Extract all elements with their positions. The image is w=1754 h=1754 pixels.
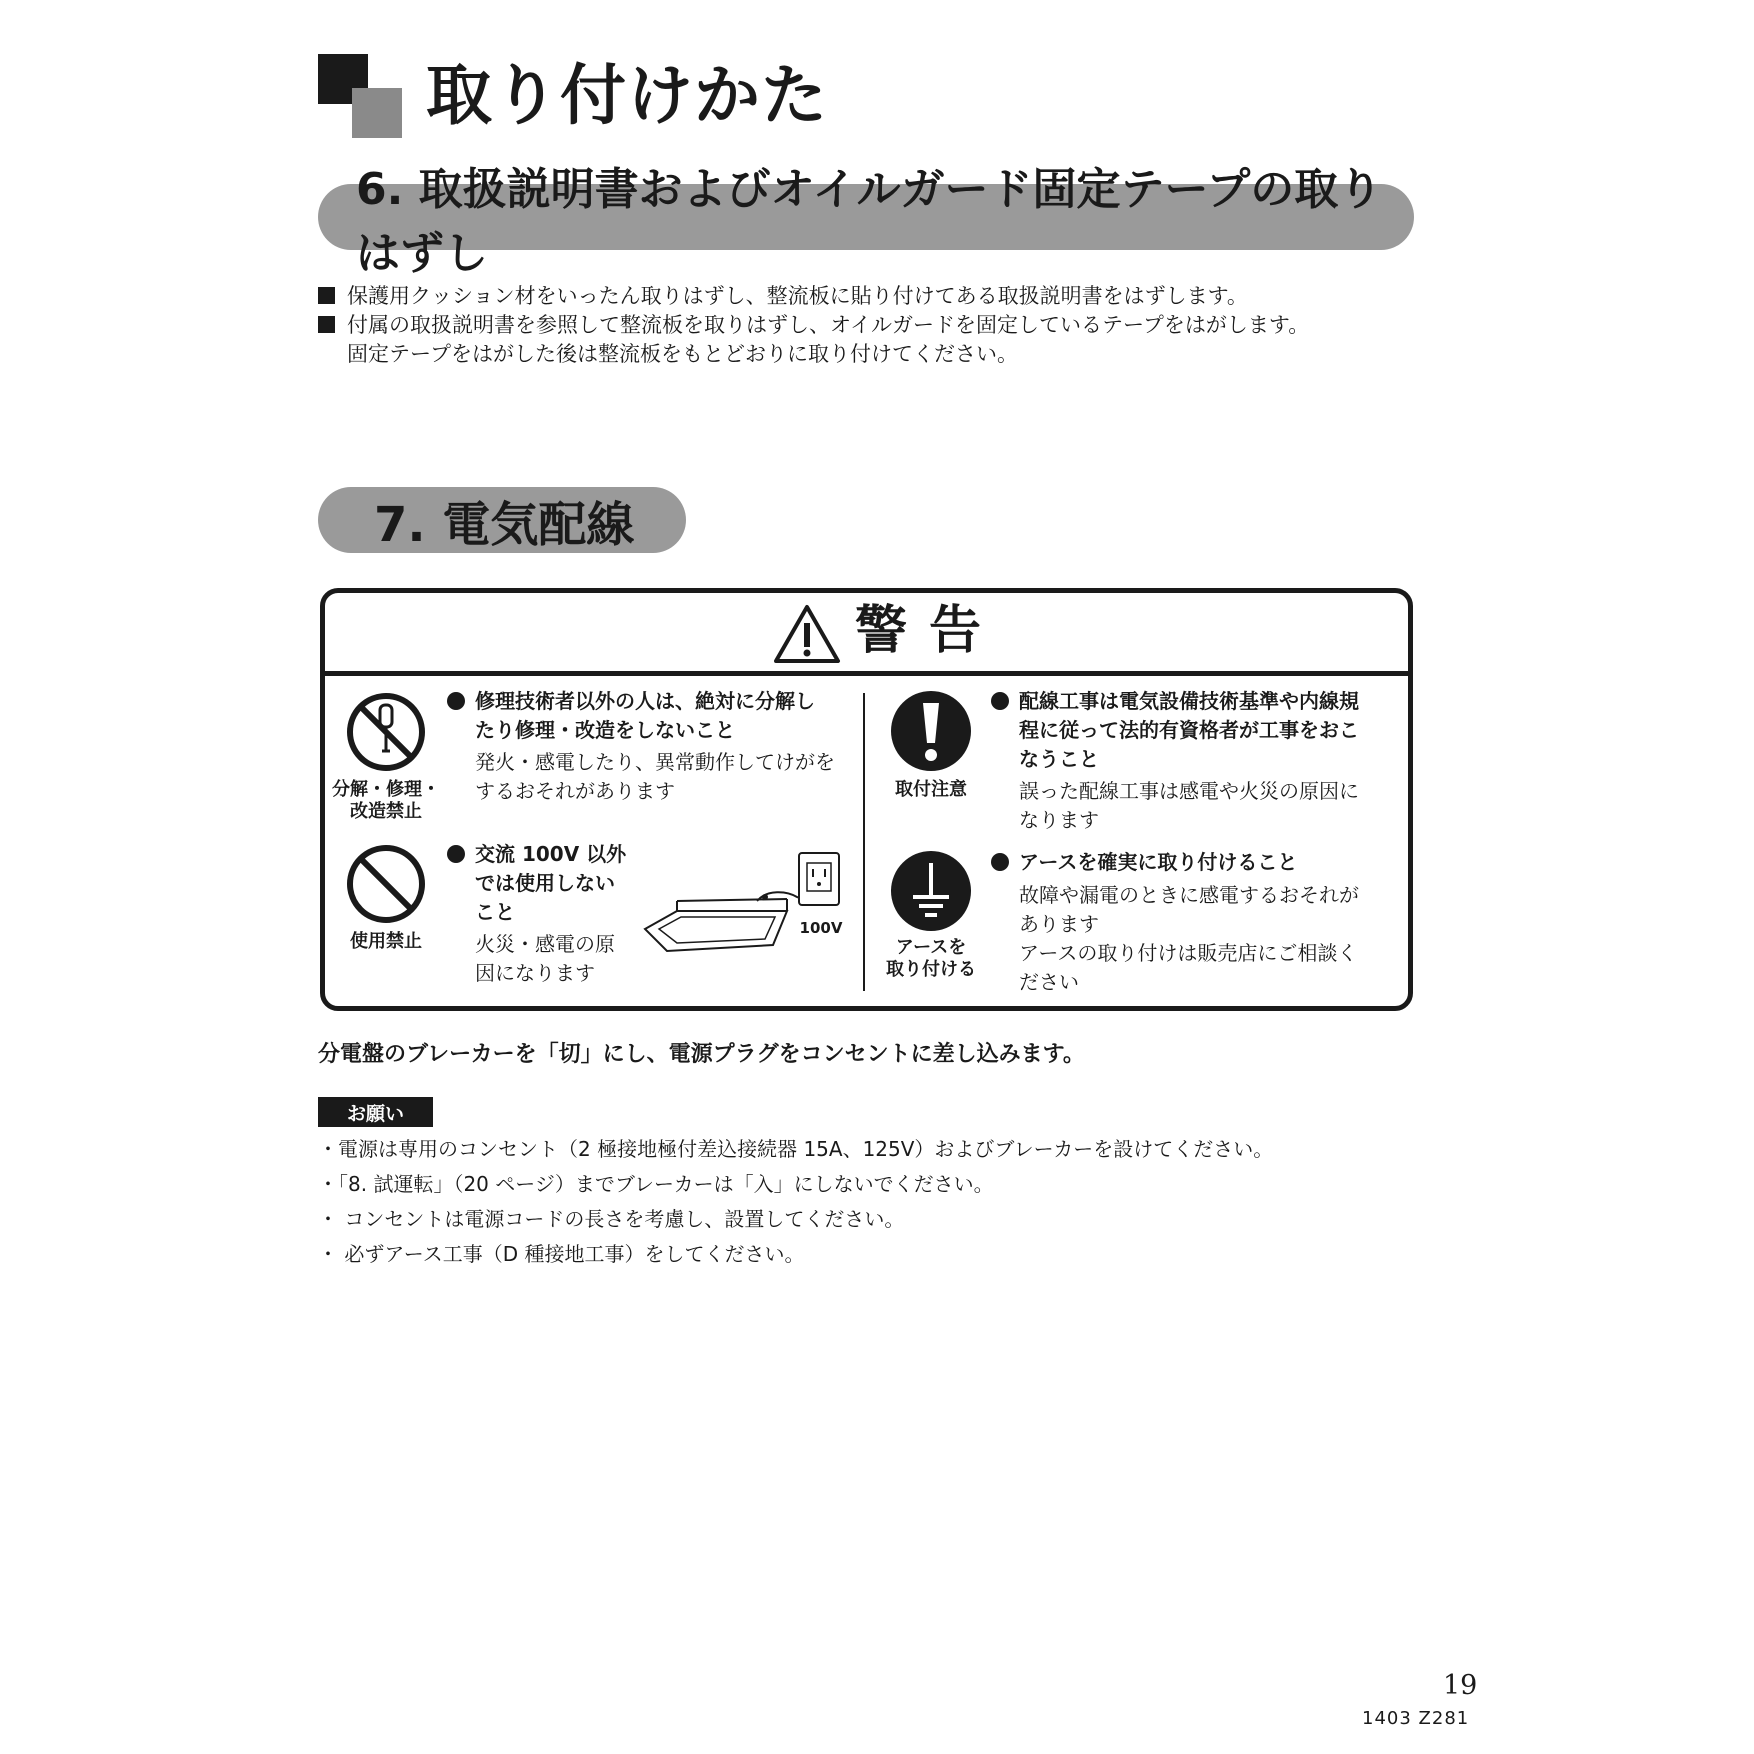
no-disassembly-label-line2: 改造禁止 <box>350 801 422 822</box>
square-bullet-icon <box>318 287 335 304</box>
warning-item-3-detail-line1: 誤った配線工事は感電や火災の原因に <box>1019 779 1359 803</box>
no-disassembly-icon <box>345 691 427 773</box>
mandatory-caution-icon <box>889 689 973 773</box>
bullet-dot-icon <box>447 692 465 710</box>
no-disassembly-label <box>331 779 441 823</box>
section-6-para-1 <box>318 282 1248 311</box>
section-6-heading-text: 6. 取扱説明書およびオイルガード固定テープの取りはずし <box>356 164 1383 279</box>
warning-item-2-heading-line1: 交流 100V 以外 <box>475 842 627 866</box>
ac-unit-outlet-illustration <box>637 851 857 971</box>
page-number: 19 <box>1443 1670 1478 1701</box>
warning-item-4-heading <box>991 848 1297 877</box>
note-item: ・電源は専用のコンセント（2 極接地極付差込接続器 15A、125V）およびブレーカーを設けてください。 <box>318 1137 1274 1161</box>
warning-item-4-heading-line1: アースを確実に取り付けること <box>1019 850 1298 874</box>
square-bullet-icon <box>318 316 335 333</box>
warning-box <box>320 588 1413 1011</box>
ground-label-line2: 取り付ける <box>886 959 976 980</box>
wiring-instruction: 分電盤のブレーカーを「切」にし、電源プラグをコンセントに差し込みます。 <box>318 1042 1085 1067</box>
warning-header <box>325 593 1408 676</box>
section-7-heading <box>318 487 686 553</box>
warning-item-2-heading-line3: こと <box>475 900 515 924</box>
ground-icon <box>889 849 973 933</box>
title-decoration-icon <box>318 54 402 138</box>
warning-item-1-detail <box>475 748 835 806</box>
ground-label-line1: アースを <box>895 937 967 958</box>
warning-item-2-detail-line1: 火災・感電の原 <box>475 932 615 956</box>
no-disassembly-label-line1: 分解・修理・ <box>332 779 440 800</box>
section-6-para-1-text: 保護用クッション材をいったん取りはずし、整流板に貼り付けてある取扱説明書をはずします。 <box>347 284 1248 308</box>
page-title: 取り付けかた <box>426 57 828 134</box>
section-6-para-2-text: 付属の取扱説明書を参照して整流板を取りはずし、オイルガードを固定しているテープをはがします。 <box>347 313 1310 337</box>
prohibited-label: 使用禁止 <box>350 931 422 952</box>
warning-item-3-detail <box>1019 777 1359 835</box>
section-7-heading-text: 7. 電気配線 <box>374 496 635 553</box>
warning-title: 警告 <box>855 601 1004 661</box>
note-item: ・「8. 試運転」（20 ページ）までブレーカーは「入」にしないでください。 <box>318 1172 994 1196</box>
section-6-para-3: 固定テープをはがした後は整流板をもとどおりに取り付けてください。 <box>347 342 1018 366</box>
warning-item-2-heading <box>447 840 626 927</box>
prohibited-icon <box>345 843 427 925</box>
warning-item-1-heading-line2: たり修理・改造をしないこと <box>475 718 735 742</box>
section-6-heading <box>318 164 1414 279</box>
warning-item-2-heading-line2: では使用しない <box>475 871 615 895</box>
warning-item-1-detail-line2: するおそれがあります <box>475 779 675 803</box>
warning-item-2-detail-line2: 因になります <box>475 961 595 985</box>
warning-item-3-heading-line3: なうこと <box>1019 747 1099 771</box>
warning-item-4-detail-line1: 故障や漏電のときに感電するおそれが <box>1019 883 1359 907</box>
warning-item-4-detail-line3: アースの取り付けは販売店にご相談く <box>1019 941 1358 965</box>
note-item: ・ コンセントは電源コードの長さを考慮し、設置してください。 <box>318 1207 905 1231</box>
warning-item-4-detail-line4: ださい <box>1019 970 1079 994</box>
warning-item-4-detail <box>1019 881 1359 997</box>
warning-item-1-detail-line1: 発火・感電したり、異常動作してけがを <box>475 750 835 774</box>
warning-item-3-detail-line2: なります <box>1019 808 1099 832</box>
bullet-dot-icon <box>991 692 1009 710</box>
warning-item-3-heading-line2: 程に従って法的有資格者が工事をおこ <box>1019 718 1359 742</box>
warning-item-4-detail-line2: あります <box>1019 912 1099 936</box>
warning-triangle-icon <box>773 603 841 665</box>
mandatory-caution-label: 取付注意 <box>895 779 967 800</box>
note-item: ・ 必ずアース工事（D 種接地工事）をしてください。 <box>318 1242 805 1266</box>
warning-item-1-heading-line1: 修理技術者以外の人は、絶対に分解し <box>475 689 815 713</box>
request-tag: お願い <box>318 1097 433 1127</box>
voltage-label: 100V <box>799 919 843 937</box>
warning-item-2-detail <box>475 930 615 988</box>
warning-item-3-heading <box>991 687 1359 774</box>
bullet-dot-icon <box>991 853 1009 871</box>
warning-item-1-heading <box>447 687 815 745</box>
bullet-dot-icon <box>447 845 465 863</box>
document-code: 1403 Z281 <box>1362 1708 1470 1729</box>
section-6-para-2 <box>318 311 1309 340</box>
warning-item-3-heading-line1: 配線工事は電気設備技術基準や内線規 <box>1019 689 1359 713</box>
ground-label <box>873 937 989 981</box>
warning-column-divider <box>863 693 865 991</box>
